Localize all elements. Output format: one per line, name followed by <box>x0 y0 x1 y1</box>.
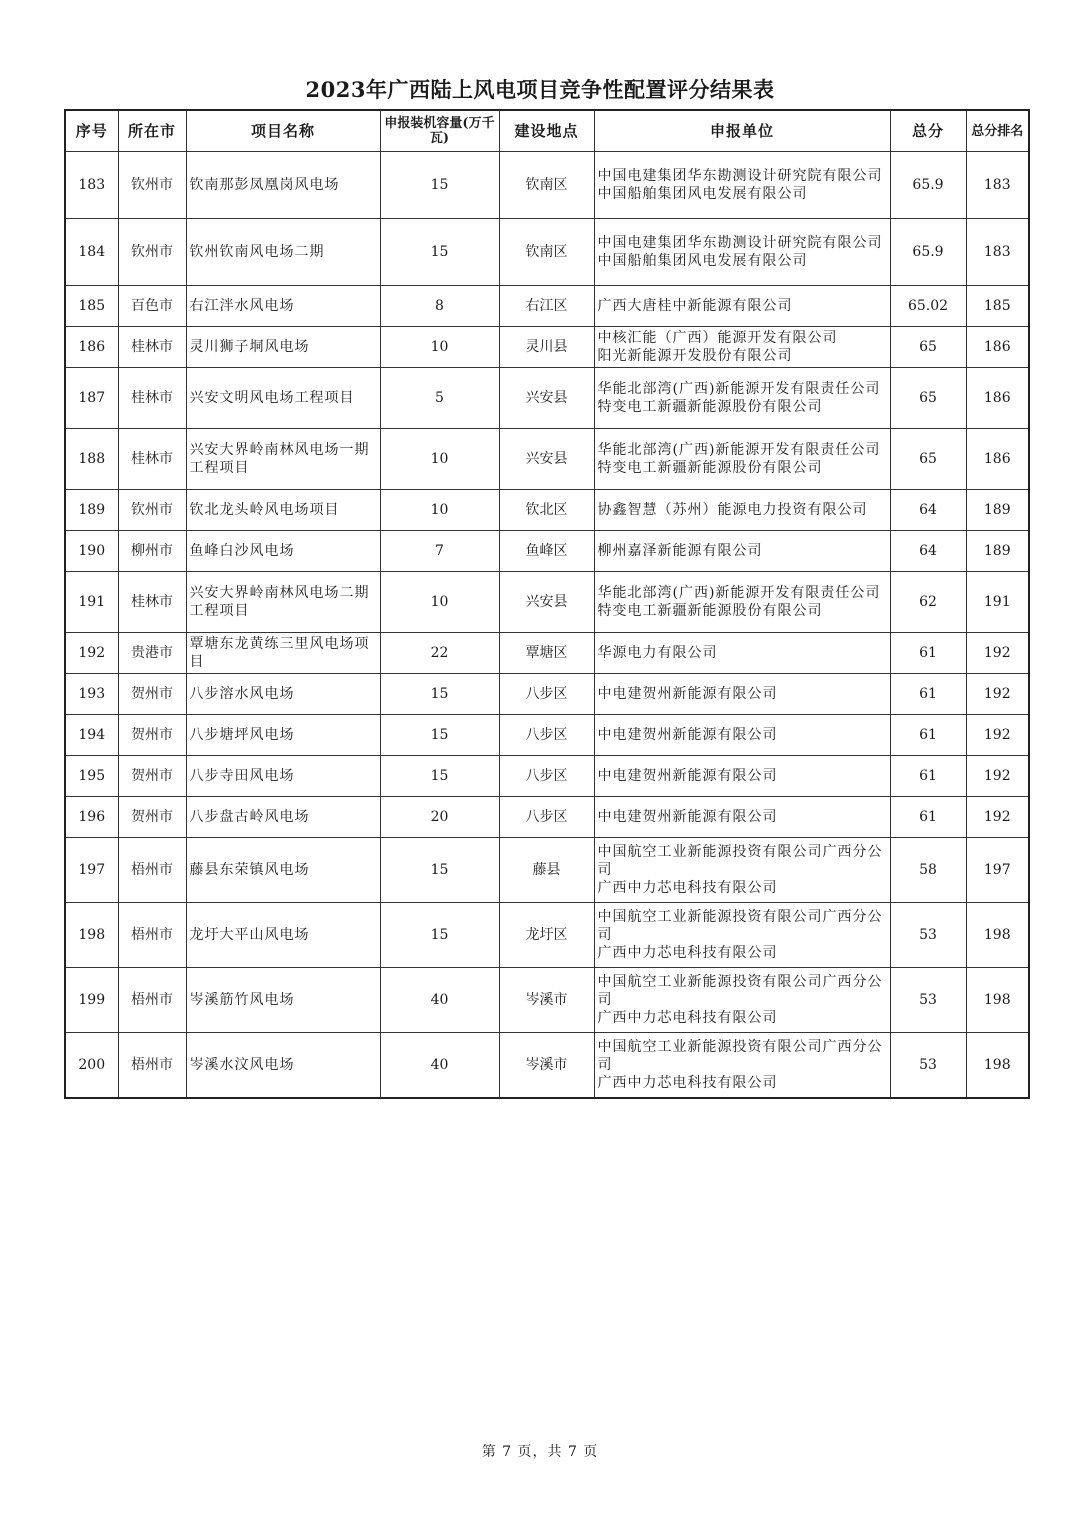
row-rank-cell: 198 <box>966 1033 1029 1098</box>
unit-line: 中国航空工业新能源投资有限公司广西分公司 <box>597 844 883 878</box>
row-no-cell: 193 <box>65 674 118 715</box>
row-unit-cell <box>594 674 890 715</box>
row-name-cell: 岑溪水汶风电场 <box>186 1033 380 1098</box>
table-row <box>65 429 1029 490</box>
row-capacity-cell: 15 <box>380 715 499 756</box>
row-no-cell: 187 <box>65 368 118 429</box>
row-name-cell: 右江泮水风电场 <box>186 286 380 327</box>
row-capacity-cell: 10 <box>380 327 499 368</box>
row-site-cell: 兴安县 <box>499 368 594 429</box>
row-no-cell: 184 <box>65 219 118 286</box>
row-city-cell: 柳州市 <box>118 531 186 572</box>
row-rank-cell: 186 <box>966 368 1029 429</box>
row-no-cell: 195 <box>65 756 118 797</box>
page-footer: 第 7 页，共 7 页 <box>481 1444 599 1460</box>
row-unit-cell <box>594 903 890 968</box>
row-city-cell: 梧州市 <box>118 903 186 968</box>
row-no-cell: 183 <box>65 152 118 219</box>
row-no-cell: 188 <box>65 429 118 490</box>
row-score-cell: 62 <box>890 572 966 633</box>
row-unit-cell <box>594 1033 890 1098</box>
row-capacity-cell: 15 <box>380 152 499 219</box>
unit-line: 广西大唐桂中新能源有限公司 <box>597 298 793 314</box>
unit-line: 中国航空工业新能源投资有限公司广西分公司 <box>597 974 883 1008</box>
row-score-cell: 65.9 <box>890 152 966 219</box>
table-row <box>65 756 1029 797</box>
row-score-cell: 61 <box>890 674 966 715</box>
row-name-cell: 藤县东荣镇风电场 <box>186 838 380 903</box>
row-site-cell: 兴安县 <box>499 429 594 490</box>
header-name: 项目名称 <box>186 110 380 152</box>
table-row <box>65 368 1029 429</box>
row-city-cell: 梧州市 <box>118 968 186 1033</box>
table-row <box>65 531 1029 572</box>
row-unit-cell <box>594 286 890 327</box>
row-city-cell: 梧州市 <box>118 838 186 903</box>
table-row <box>65 219 1029 286</box>
row-name-cell: 兴安大界岭南林风电场一期工程项目 <box>186 429 380 490</box>
row-name-cell: 八步溶水风电场 <box>186 674 380 715</box>
row-no-cell: 186 <box>65 327 118 368</box>
unit-line: 协鑫智慧（苏州）能源电力投资有限公司 <box>597 502 868 518</box>
row-capacity-cell: 5 <box>380 368 499 429</box>
row-name-cell: 兴安大界岭南林风电场二期工程项目 <box>186 572 380 633</box>
row-no-cell: 196 <box>65 797 118 838</box>
table-row <box>65 1033 1029 1098</box>
row-unit-cell <box>594 368 890 429</box>
table-row <box>65 903 1029 968</box>
row-name-cell: 龙圩大平山风电场 <box>186 903 380 968</box>
row-city-cell: 百色市 <box>118 286 186 327</box>
header-unit: 申报单位 <box>594 110 890 152</box>
row-capacity-cell: 15 <box>380 756 499 797</box>
row-name-cell: 钦北龙头岭风电场项目 <box>186 490 380 531</box>
table-row <box>65 572 1029 633</box>
unit-line: 广西中力芯电科技有限公司 <box>597 1010 778 1026</box>
row-score-cell: 53 <box>890 903 966 968</box>
table-row <box>65 838 1029 903</box>
row-rank-cell: 197 <box>966 838 1029 903</box>
row-unit-cell <box>594 968 890 1033</box>
unit-line: 柳州嘉泽新能源有限公司 <box>597 543 763 559</box>
row-site-cell: 灵川县 <box>499 327 594 368</box>
row-rank-cell: 189 <box>966 490 1029 531</box>
row-no-cell: 185 <box>65 286 118 327</box>
unit-line: 广西中力芯电科技有限公司 <box>597 880 778 896</box>
page-title: 2023年广西陆上风电项目竞争性配置评分结果表 <box>305 77 775 102</box>
table-row <box>65 286 1029 327</box>
unit-line: 中电建贺州新能源有限公司 <box>597 768 778 784</box>
unit-line: 华能北部湾(广西)新能源开发有限责任公司 <box>597 442 881 458</box>
row-city-cell: 桂林市 <box>118 429 186 490</box>
row-site-cell: 龙圩区 <box>499 903 594 968</box>
row-city-cell: 贺州市 <box>118 715 186 756</box>
row-capacity-cell: 40 <box>380 968 499 1033</box>
row-site-cell: 覃塘区 <box>499 633 594 674</box>
unit-line: 中国电建集团华东勘测设计研究院有限公司 <box>597 168 883 184</box>
row-no-cell: 200 <box>65 1033 118 1098</box>
row-capacity-cell: 15 <box>380 219 499 286</box>
row-name-cell: 兴安文明风电场工程项目 <box>186 368 380 429</box>
row-score-cell: 61 <box>890 756 966 797</box>
row-site-cell: 八步区 <box>499 715 594 756</box>
row-unit-cell <box>594 152 890 219</box>
row-score-cell: 61 <box>890 633 966 674</box>
unit-line: 广西中力芯电科技有限公司 <box>597 1074 778 1091</box>
row-site-cell: 八步区 <box>499 797 594 838</box>
unit-line: 华能北部湾(广西)新能源开发有限责任公司 <box>597 585 881 601</box>
row-score-cell: 65 <box>890 368 966 429</box>
table-row <box>65 152 1029 219</box>
row-unit-cell <box>594 797 890 838</box>
row-unit-cell <box>594 429 890 490</box>
row-score-cell: 65.9 <box>890 219 966 286</box>
row-unit-cell <box>594 715 890 756</box>
row-no-cell: 189 <box>65 490 118 531</box>
header-capacity: 申报装机容量(万千瓦) <box>380 110 499 152</box>
row-score-cell: 61 <box>890 797 966 838</box>
row-capacity-cell: 10 <box>380 490 499 531</box>
row-site-cell: 鱼峰区 <box>499 531 594 572</box>
row-no-cell: 197 <box>65 838 118 903</box>
unit-line: 特变电工新疆新能源股份有限公司 <box>597 603 823 619</box>
row-rank-cell: 192 <box>966 674 1029 715</box>
row-site-cell: 岑溪市 <box>499 1033 594 1098</box>
table-row <box>65 327 1029 368</box>
row-unit-cell <box>594 219 890 286</box>
row-no-cell: 190 <box>65 531 118 572</box>
row-score-cell: 61 <box>890 715 966 756</box>
row-rank-cell: 186 <box>966 327 1029 368</box>
unit-line: 阳光新能源开发股份有限公司 <box>597 348 793 364</box>
row-name-cell: 岑溪筋竹风电场 <box>186 968 380 1033</box>
row-rank-cell: 189 <box>966 531 1029 572</box>
row-rank-cell: 198 <box>966 968 1029 1033</box>
row-site-cell: 钦南区 <box>499 219 594 286</box>
row-score-cell: 53 <box>890 1033 966 1098</box>
row-city-cell: 贺州市 <box>118 797 186 838</box>
row-capacity-cell: 20 <box>380 797 499 838</box>
row-city-cell: 梧州市 <box>118 1033 186 1098</box>
unit-line: 中电建贺州新能源有限公司 <box>597 809 778 825</box>
row-rank-cell: 192 <box>966 715 1029 756</box>
row-city-cell: 钦州市 <box>118 152 186 219</box>
row-city-cell: 贺州市 <box>118 756 186 797</box>
row-no-cell: 194 <box>65 715 118 756</box>
unit-line: 中国电建集团华东勘测设计研究院有限公司 <box>597 235 883 251</box>
unit-line: 华源电力有限公司 <box>597 645 718 661</box>
row-capacity-cell: 15 <box>380 903 499 968</box>
table-row <box>65 674 1029 715</box>
unit-line: 中国航空工业新能源投资有限公司广西分公司 <box>597 1038 883 1073</box>
row-unit-cell <box>594 756 890 797</box>
row-site-cell: 钦南区 <box>499 152 594 219</box>
table-row <box>65 968 1029 1033</box>
row-capacity-cell: 7 <box>380 531 499 572</box>
row-no-cell: 198 <box>65 903 118 968</box>
unit-line: 中核汇能（广西）能源开发有限公司 <box>597 330 838 346</box>
row-score-cell: 64 <box>890 531 966 572</box>
row-city-cell: 桂林市 <box>118 327 186 368</box>
row-name-cell: 钦南那彭凤凰岗风电场 <box>186 152 380 219</box>
row-capacity-cell: 8 <box>380 286 499 327</box>
row-score-cell: 53 <box>890 968 966 1033</box>
row-name-cell: 八步塘坪风电场 <box>186 715 380 756</box>
row-score-cell: 65.02 <box>890 286 966 327</box>
row-score-cell: 65 <box>890 429 966 490</box>
header-site: 建设地点 <box>499 110 594 152</box>
row-city-cell: 贺州市 <box>118 674 186 715</box>
row-capacity-cell: 15 <box>380 674 499 715</box>
row-name-cell: 八步盘古岭风电场 <box>186 797 380 838</box>
row-score-cell: 65 <box>890 327 966 368</box>
table-row <box>65 715 1029 756</box>
row-rank-cell: 183 <box>966 152 1029 219</box>
row-unit-cell <box>594 633 890 674</box>
unit-line: 中国船舶集团风电发展有限公司 <box>597 186 808 202</box>
row-site-cell: 八步区 <box>499 674 594 715</box>
table-row <box>65 797 1029 838</box>
row-capacity-cell: 40 <box>380 1033 499 1098</box>
row-site-cell: 八步区 <box>499 756 594 797</box>
header-row <box>65 110 1029 152</box>
row-rank-cell: 192 <box>966 633 1029 674</box>
row-site-cell: 兴安县 <box>499 572 594 633</box>
table-row <box>65 490 1029 531</box>
header-no: 序号 <box>65 110 118 152</box>
row-score-cell: 58 <box>890 838 966 903</box>
row-unit-cell <box>594 490 890 531</box>
unit-line: 中国航空工业新能源投资有限公司广西分公司 <box>597 909 883 943</box>
row-city-cell: 钦州市 <box>118 490 186 531</box>
row-rank-cell: 192 <box>966 797 1029 838</box>
unit-line: 广西中力芯电科技有限公司 <box>597 945 778 961</box>
header-city: 所在市 <box>118 110 186 152</box>
row-unit-cell <box>594 327 890 368</box>
row-city-cell: 钦州市 <box>118 219 186 286</box>
table-row <box>65 633 1029 674</box>
row-rank-cell: 191 <box>966 572 1029 633</box>
results-table <box>64 109 1030 1099</box>
row-no-cell: 199 <box>65 968 118 1033</box>
row-rank-cell: 192 <box>966 756 1029 797</box>
row-no-cell: 191 <box>65 572 118 633</box>
header-rank: 总分排名 <box>966 110 1029 152</box>
row-site-cell: 岑溪市 <box>499 968 594 1033</box>
row-unit-cell <box>594 531 890 572</box>
row-rank-cell: 186 <box>966 429 1029 490</box>
unit-line: 华能北部湾(广西)新能源开发有限责任公司 <box>597 381 881 397</box>
row-unit-cell <box>594 838 890 903</box>
row-site-cell: 右江区 <box>499 286 594 327</box>
unit-line: 特变电工新疆新能源股份有限公司 <box>597 399 823 415</box>
row-city-cell: 桂林市 <box>118 368 186 429</box>
row-name-cell: 鱼峰白沙风电场 <box>186 531 380 572</box>
row-score-cell: 64 <box>890 490 966 531</box>
row-capacity-cell: 10 <box>380 429 499 490</box>
row-unit-cell <box>594 572 890 633</box>
row-site-cell: 钦北区 <box>499 490 594 531</box>
row-name-cell: 覃塘东龙黄练三里风电场项目 <box>186 633 380 674</box>
unit-line: 中电建贺州新能源有限公司 <box>597 727 778 743</box>
row-rank-cell: 183 <box>966 219 1029 286</box>
unit-line: 中电建贺州新能源有限公司 <box>597 686 778 702</box>
row-name-cell: 八步寺田风电场 <box>186 756 380 797</box>
row-city-cell: 贵港市 <box>118 633 186 674</box>
unit-line: 特变电工新疆新能源股份有限公司 <box>597 460 823 476</box>
row-rank-cell: 198 <box>966 903 1029 968</box>
row-name-cell: 钦州钦南风电场二期 <box>186 219 380 286</box>
unit-line: 中国船舶集团风电发展有限公司 <box>597 253 808 269</box>
row-site-cell: 藤县 <box>499 838 594 903</box>
header-score: 总分 <box>890 110 966 152</box>
row-name-cell: 灵川狮子垌风电场 <box>186 327 380 368</box>
row-rank-cell: 185 <box>966 286 1029 327</box>
row-city-cell: 桂林市 <box>118 572 186 633</box>
row-no-cell: 192 <box>65 633 118 674</box>
row-capacity-cell: 22 <box>380 633 499 674</box>
row-capacity-cell: 15 <box>380 838 499 903</box>
row-capacity-cell: 10 <box>380 572 499 633</box>
